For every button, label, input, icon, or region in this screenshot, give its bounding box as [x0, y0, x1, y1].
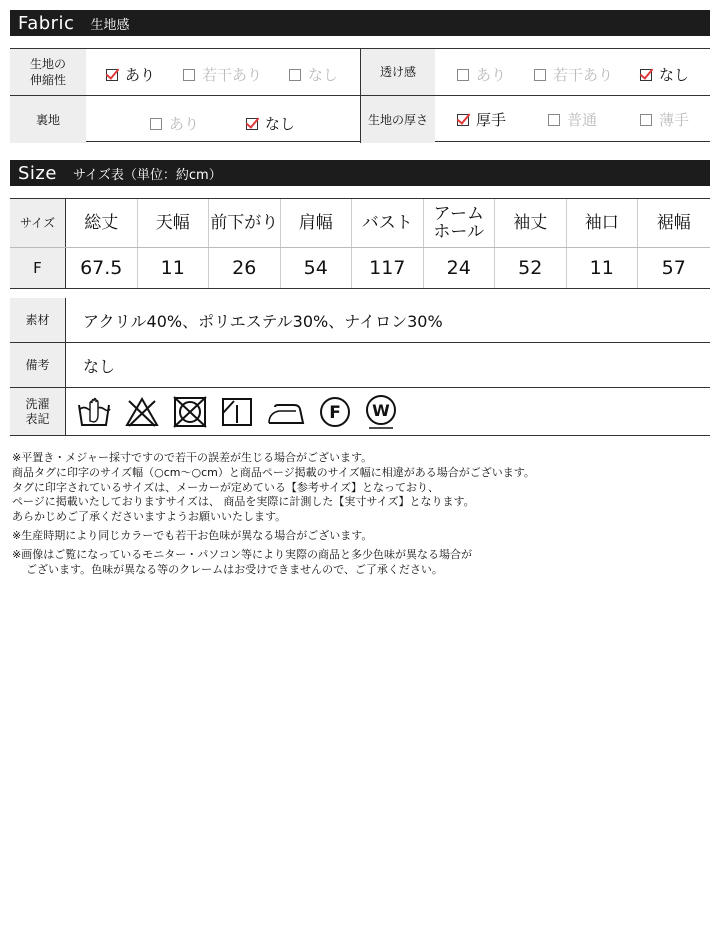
option-label: あり [125, 66, 156, 84]
col-hem-width [638, 199, 710, 247]
care-row [10, 388, 710, 436]
col-sleeve-length [495, 199, 567, 247]
note-line: ございます。色味が異なる等のクレームはお受けできませんので、ご了承ください。 [26, 562, 443, 576]
checkbox-icon [457, 69, 469, 81]
column-label: 袖丈 [513, 213, 548, 233]
transparency-option-yes[interactable] [457, 64, 506, 85]
stretch-option-yes[interactable] [106, 64, 155, 85]
remarks-row [10, 343, 710, 388]
thickness-option-thin[interactable] [640, 109, 689, 130]
option-label: あり [476, 66, 507, 84]
option-label: 厚手 [476, 111, 507, 129]
option-label: 若干あり [553, 66, 614, 84]
checkbox-checked-icon [106, 69, 118, 81]
care-label-line1: 洗濯 [25, 396, 50, 411]
care-label-line2: 表記 [25, 411, 50, 426]
size-table [10, 198, 710, 426]
stretch-label-line2: 伸縮性 [29, 73, 66, 87]
col-armhole [424, 199, 496, 247]
thickness-option-thick[interactable] [457, 109, 506, 130]
col-bust [352, 199, 424, 247]
table-cell: 117 [352, 248, 424, 288]
checkbox-icon [150, 118, 162, 130]
column-label: バスト [361, 213, 413, 233]
table-cell: 24 [424, 248, 496, 288]
column-label: 総丈 [84, 213, 119, 233]
material-label: 素材 [10, 298, 66, 342]
fabric-table [10, 48, 710, 142]
option-label: なし [308, 66, 339, 84]
remarks-value: なし [83, 356, 116, 376]
size-name: F [10, 248, 66, 288]
col-cuff [567, 199, 639, 247]
column-label: 裾幅 [656, 213, 691, 233]
col-front-drop [209, 199, 281, 247]
size-subtitle: サイズ表（単位：約cm） [72, 167, 222, 183]
transparency-option-no[interactable] [640, 64, 689, 85]
dry-clean-f-icon [318, 395, 352, 429]
column-label: 前下がり [210, 213, 279, 233]
option-label: 薄手 [659, 111, 690, 129]
option-label: なし [659, 66, 690, 84]
size-header [10, 160, 710, 186]
checkbox-checked-icon [246, 118, 258, 130]
no-tumble-dry-icon [172, 395, 208, 429]
line-dry-shade-icon [220, 395, 254, 429]
transparency-label [361, 49, 435, 95]
stretch-label-line1: 生地の [29, 57, 66, 71]
fabric-title: Fabric [18, 12, 75, 34]
fabric-divider [360, 49, 361, 143]
material-value: アクリル40%、ポリエステル30%、ナイロン30% [83, 311, 443, 331]
col-neck-width [138, 199, 210, 247]
wet-clean-letter: W [372, 400, 390, 420]
size-title: Size [18, 162, 57, 184]
checkbox-icon [183, 69, 195, 81]
checkbox-checked-icon [457, 114, 469, 126]
table-cell: 52 [495, 248, 567, 288]
table-cell: 54 [281, 248, 353, 288]
fabric-header [10, 10, 710, 36]
column-label-line1: アーム [433, 204, 484, 224]
fabric-subtitle: 生地感 [90, 17, 130, 33]
note-line: あらかじめご了承くださいますようお願いいたします。 [12, 510, 287, 524]
remarks-label: 備考 [10, 343, 66, 387]
material-row [10, 298, 710, 343]
size-table-header [10, 199, 710, 247]
size-header-label: サイズ [10, 199, 66, 247]
checkbox-icon [534, 69, 546, 81]
thickness-label-text: 生地の厚さ [367, 112, 428, 127]
lining-option-no[interactable] [246, 113, 295, 134]
checkbox-checked-icon [640, 69, 652, 81]
iron-icon [266, 395, 306, 429]
stretch-option-slight[interactable] [183, 64, 262, 85]
option-label: あり [169, 115, 200, 133]
lining-label-text: 裏地 [35, 112, 60, 127]
table-cell: 57 [661, 257, 686, 279]
care-icons [66, 388, 398, 435]
stretch-option-no[interactable] [289, 64, 338, 85]
note-line: ※画像はご覧になっているモニター・パソコン等により実際の商品と多少色味が異なる場合が [12, 547, 472, 561]
column-label: 袖口 [584, 213, 619, 233]
wet-clean-w-icon [364, 393, 398, 431]
option-label: なし [265, 115, 296, 133]
column-label-line2: ホール [433, 222, 485, 242]
hand-wash-icon [76, 395, 112, 429]
table-cell: 26 [209, 248, 281, 288]
stretch-label [10, 49, 86, 95]
option-label: 若干あり [202, 66, 263, 84]
table-cell: 11 [138, 248, 210, 288]
lining-label [10, 96, 86, 143]
size-notes [12, 451, 712, 577]
note-line: ページに掲載いたしておりますサイズは、 商品を実際に計測した【実寸サイズ】となります。 [12, 495, 475, 509]
col-shoulder-width [281, 199, 353, 247]
table-cell: 11 [567, 248, 639, 288]
note-line: タグに印字されているサイズは、メーカーが定めている【参考サイズ】となっており、 [12, 480, 440, 494]
col-total-length [66, 199, 138, 247]
note-line: 商品タグに印字のサイズ幅（○cm〜○cm）と商品ページ掲載のサイズ幅に相違がある場合がございます。 [12, 465, 535, 479]
note-line: ※平置き・メジャー採寸ですので若干の誤差が生じる場合がございます。 [12, 451, 373, 464]
table-cell: 67.5 [66, 248, 138, 288]
size-row-f [10, 247, 710, 289]
no-bleach-icon [124, 395, 160, 429]
option-label: 普通 [567, 111, 598, 129]
transparency-option-slight[interactable] [534, 64, 613, 85]
dry-clean-letter: F [329, 402, 341, 423]
checkbox-icon [548, 114, 560, 126]
care-label [10, 388, 66, 435]
lining-option-yes[interactable] [150, 113, 199, 134]
column-label: 天幅 [155, 213, 190, 233]
checkbox-icon [289, 69, 301, 81]
column-label: 肩幅 [298, 213, 333, 233]
note-line: ※生産時期により同じカラーでも若干お色味が異なる場合がございます。 [12, 528, 373, 542]
thickness-label [361, 96, 435, 143]
thickness-option-normal[interactable] [548, 109, 597, 130]
checkbox-icon [640, 114, 652, 126]
transparency-label-text: 透け感 [379, 65, 416, 79]
